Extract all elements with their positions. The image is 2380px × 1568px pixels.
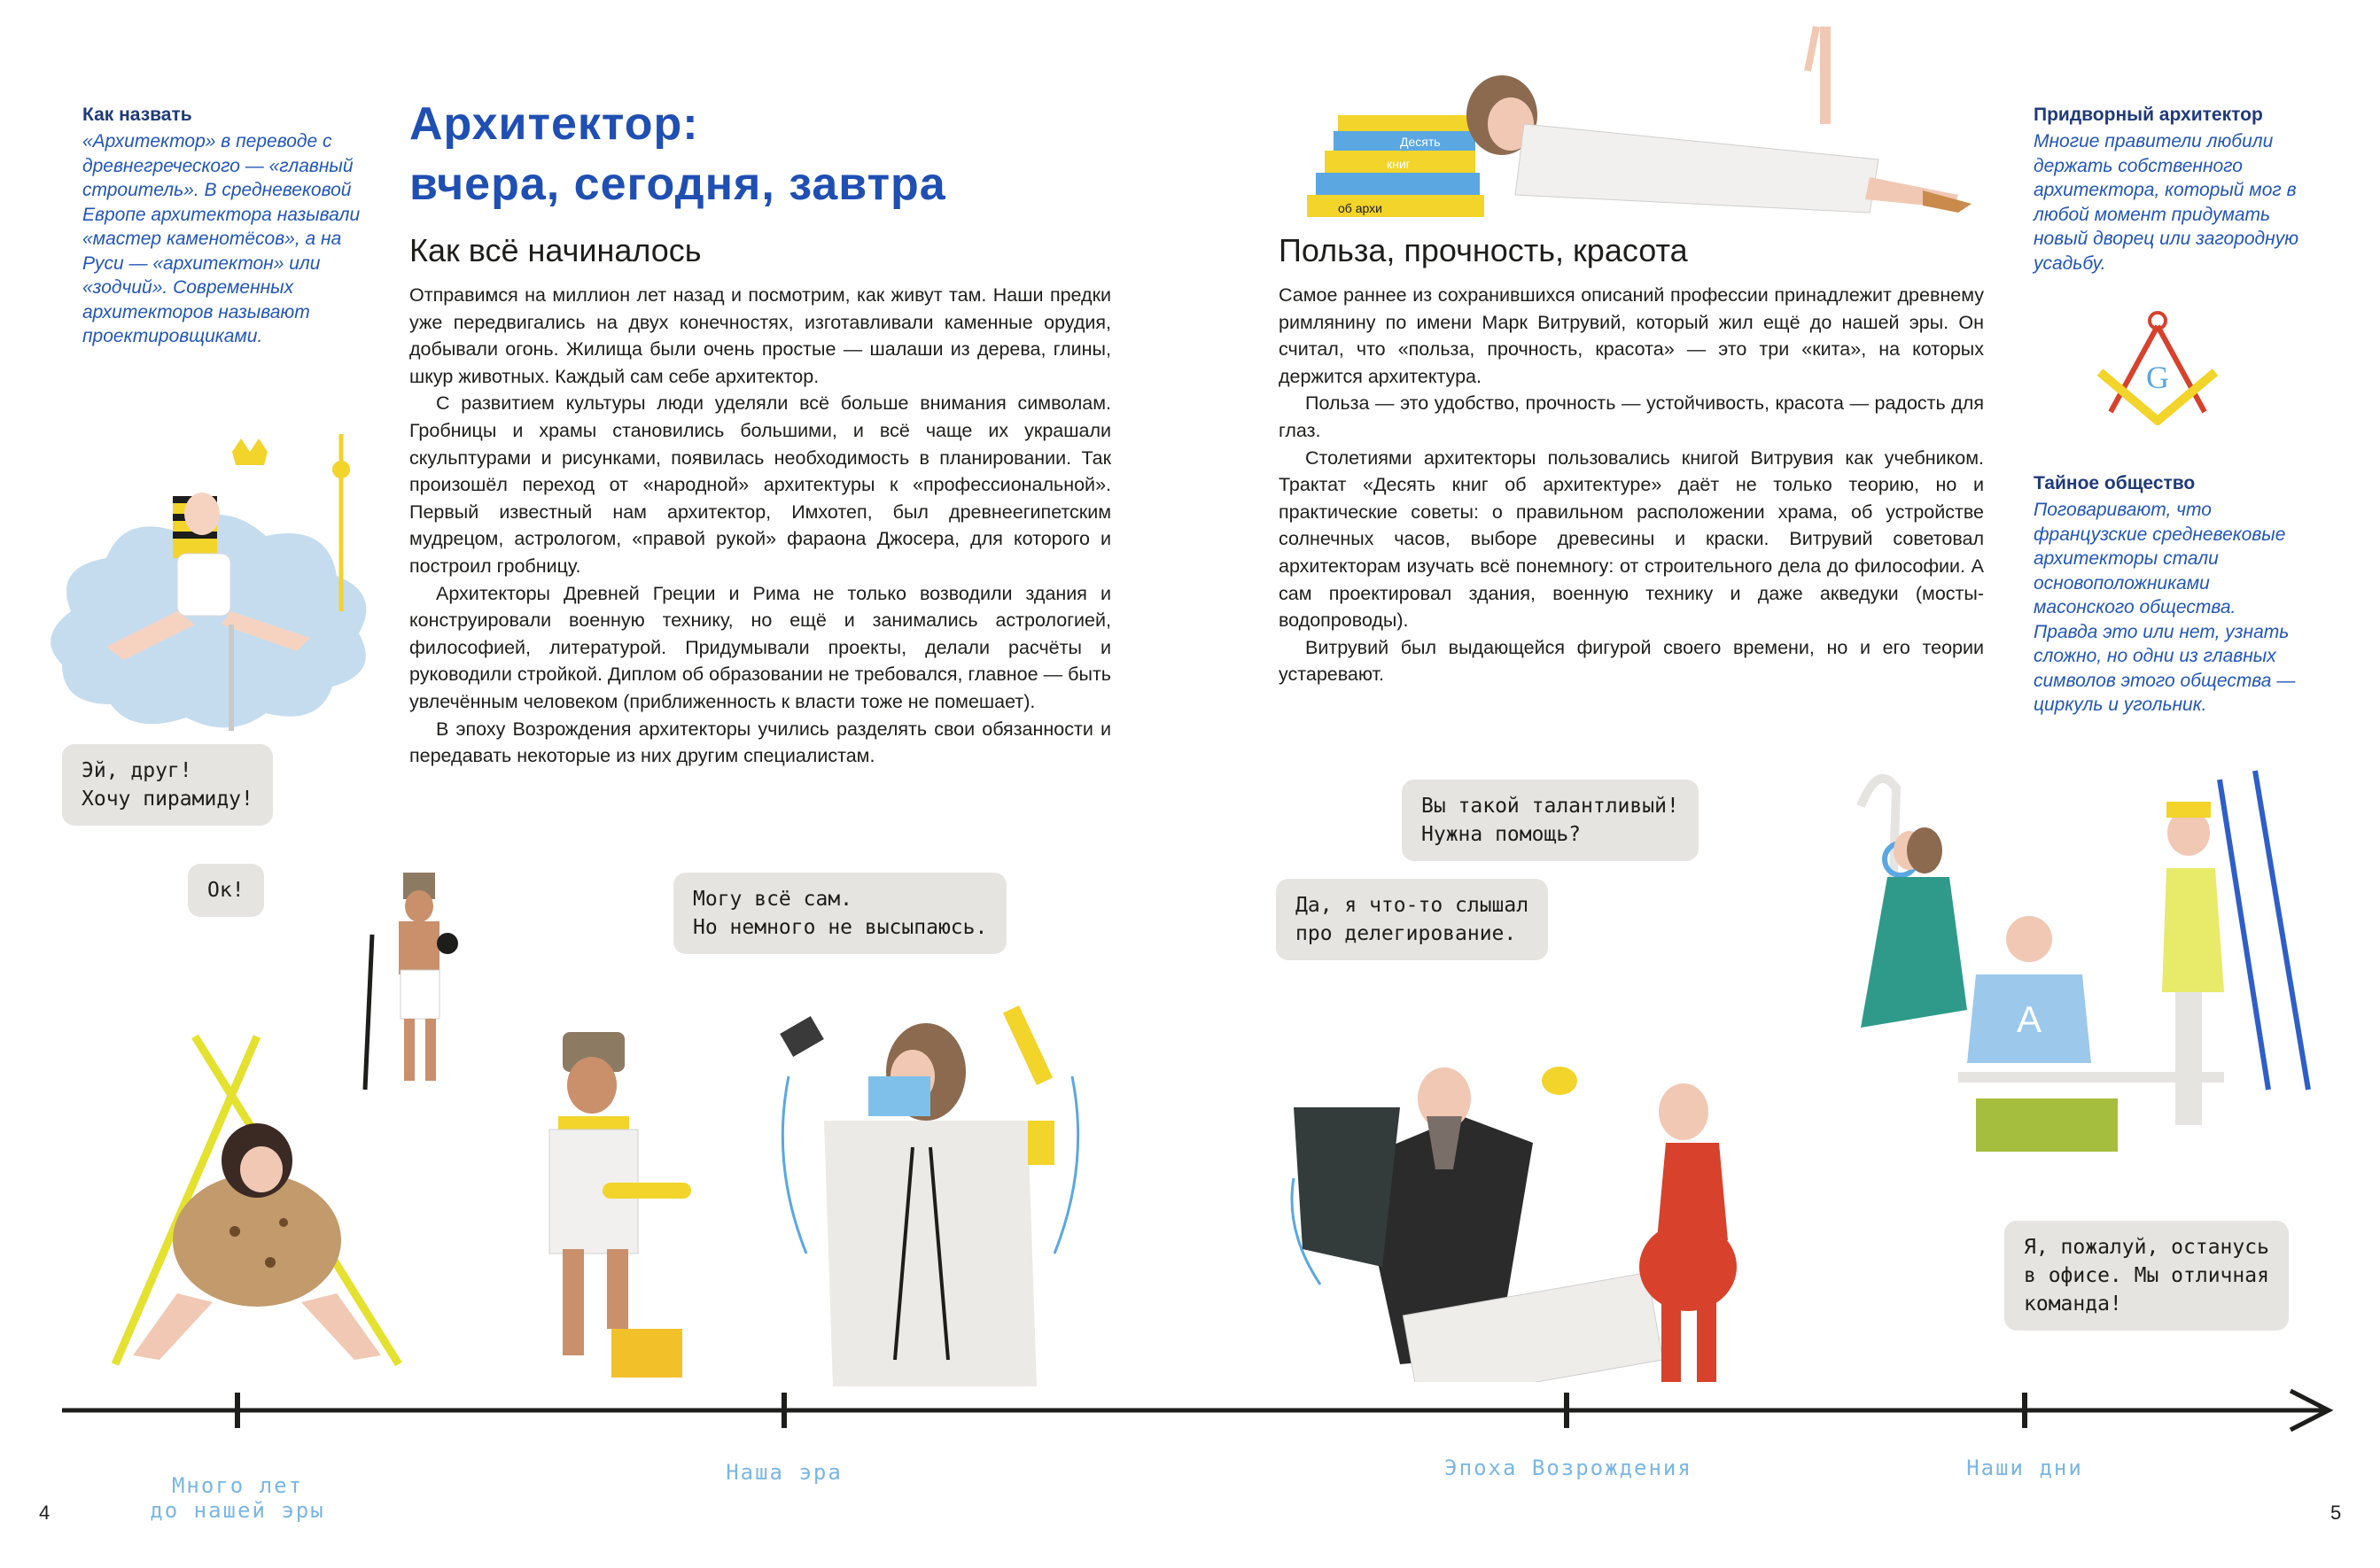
page-title — [409, 94, 959, 214]
right-body-text — [1279, 282, 1984, 688]
left-body-text — [409, 282, 1111, 770]
sidenote-text: Поговаривают, что французские средневековые архитекторы стали основоположниками масонского общества. Правда это или нет, узнать сложно, но одни из главных символов этого общества — циркуль и угольник. — [2034, 500, 2296, 715]
book-label: об архи — [1338, 201, 1382, 215]
title-line-1: Архитектор: — [409, 98, 699, 150]
compass-square-icon — [2091, 310, 2224, 425]
sidenote-title: Как назвать — [82, 105, 192, 125]
paragraph: Отправимся на миллион лет назад и посмотрим, как живут там. Наши предки уже передвигались на двух конечностях, изготавливали каменные орудия, добывали огонь. Жилища были очень простые — шалаши из дерева, глины, шкур животных. Каждый сам себе архитектор. — [409, 284, 1111, 387]
bubble-renaissance: Да, я что-то слышал про делегирование. — [1276, 879, 1548, 960]
bubble-ok: Ок! — [188, 864, 264, 917]
bubble-greek: Могу всё сам. Но немного не высыпаюсь. — [673, 873, 1007, 954]
section-title-vitruvius: Польза, прочность, красота — [1279, 232, 1688, 268]
paragraph: С развитием культуры люди уделяли всё больше внимания символам. Гробницы и храмы становились большими, и всё чаще их украшали скульптурами и рисунками, появилась необходимость в планировании. Так произошёл переход от «народной» архитектуры к «профессиональной». Первый известный нам архитектор, Имхотеп, был древнеегипетским мудрецом, астрологом, «правой рукой» фараона Джосера, для которого и построил гробницу. — [409, 392, 1111, 577]
renaissance-illustration — [1267, 1001, 1816, 1382]
sidenote-title: Тайное общество — [2034, 473, 2196, 493]
timeline-label-bc: Много лет до нашей эры — [150, 1473, 325, 1523]
timeline-label-ad: Наша эра — [726, 1460, 843, 1485]
sidenote-secret-society — [2034, 473, 2299, 718]
paragraph: Польза — это удобство, прочность — устойчивость, красота — радость для глаз. — [1279, 392, 1984, 441]
pharaoh-illustration — [27, 434, 399, 753]
modern-team-illustration — [1825, 762, 2322, 1258]
greek-architect-illustration — [735, 988, 1116, 1404]
paragraph: Витрувий был выдающейся фигурой своего времени, но и его теории устаревают. — [1279, 636, 1984, 686]
sidenote-how-to-name — [82, 105, 366, 349]
bubble-pharaoh: Эй, друг! Хочу пирамиду! — [62, 744, 273, 826]
timeline-label-renaissance: Эпоха Возрождения — [1444, 1455, 1692, 1480]
title-line-2: вчера, сегодня, завтра — [409, 159, 946, 210]
sweater-letter: A — [2016, 998, 2042, 1040]
paragraph: Столетиями архитекторы пользовались книгой Витрувия как учебником. Трактат «Десять книг об архитектуре» даёт не только теорию, но и практические советы: о правильном расположении храма, об устройстве солнечных часов, выборе древесины и краски. Витрувий советовал архитекторам изучать всё понемногу: от строительного дела до философии. А сам проектировал здания, военную технику и даже акведуки (мосты-водопроводы). — [1279, 446, 1984, 632]
sidenote-title: Придворный архитектор — [2034, 105, 2263, 125]
sidenote-court-architect — [2034, 105, 2299, 276]
page-number-right: 5 — [2330, 1502, 2342, 1524]
sidenote-text: «Архитектор» в переводе с древнегреческого — «главный строитель». В средневековой Европе архитектора называли «мастер каменотёсов», а на Руси — «архитектон» или «зодчий». Современных архитекторов называют проектировщиками. — [82, 131, 361, 346]
paragraph: Самое раннее из сохранившихся описаний профессии принадлежит древнему римлянину по имени Марк Витрувий, который жил ещё до нашей эры. Он считал, что «польза, прочность, красота» — это три «кита», на которых держится архитектура. — [1279, 284, 1984, 387]
mason-letter: G — [2146, 360, 2169, 395]
caveman-illustration — [80, 1019, 434, 1373]
timeline-arrow — [0, 1373, 2380, 1444]
section-title-beginnings: Как всё начиналось — [409, 232, 702, 268]
sidenote-text: Многие правители любили держать собственного архитектора, который мог в любой момент придумать новый дворец или загородную усадьбу. — [2034, 131, 2299, 274]
timeline-label-today: Наши дни — [1966, 1455, 2083, 1480]
book-label: книг — [1387, 157, 1411, 171]
scribe-illustration — [478, 1032, 718, 1395]
vitruvius-illustration — [1303, 18, 1976, 221]
bubble-assistant: Вы такой талантливый! Нужна помощь? — [1402, 780, 1699, 861]
bubble-modern: Я, пожалуй, останусь в офисе. Мы отличная команда! — [2004, 1221, 2289, 1331]
book-label: Десять — [1400, 135, 1441, 149]
page-number-left: 4 — [39, 1502, 51, 1524]
paragraph: В эпоху Возрождения архитекторы учились разделять свои обязанности и передавать некоторые из них другим специалистам. — [409, 718, 1111, 767]
paragraph: Архитекторы Древней Греции и Рима не только возводили здания и конструировали военную технику, но ещё и занимались астрологией, философией, литературой. Придумывали проекты, делали расчёты и руководили стройкой. Диплом об образовании не требовался, главное — быть увлечённым человеком (приближенность к власти тоже не помешает). — [409, 582, 1111, 712]
